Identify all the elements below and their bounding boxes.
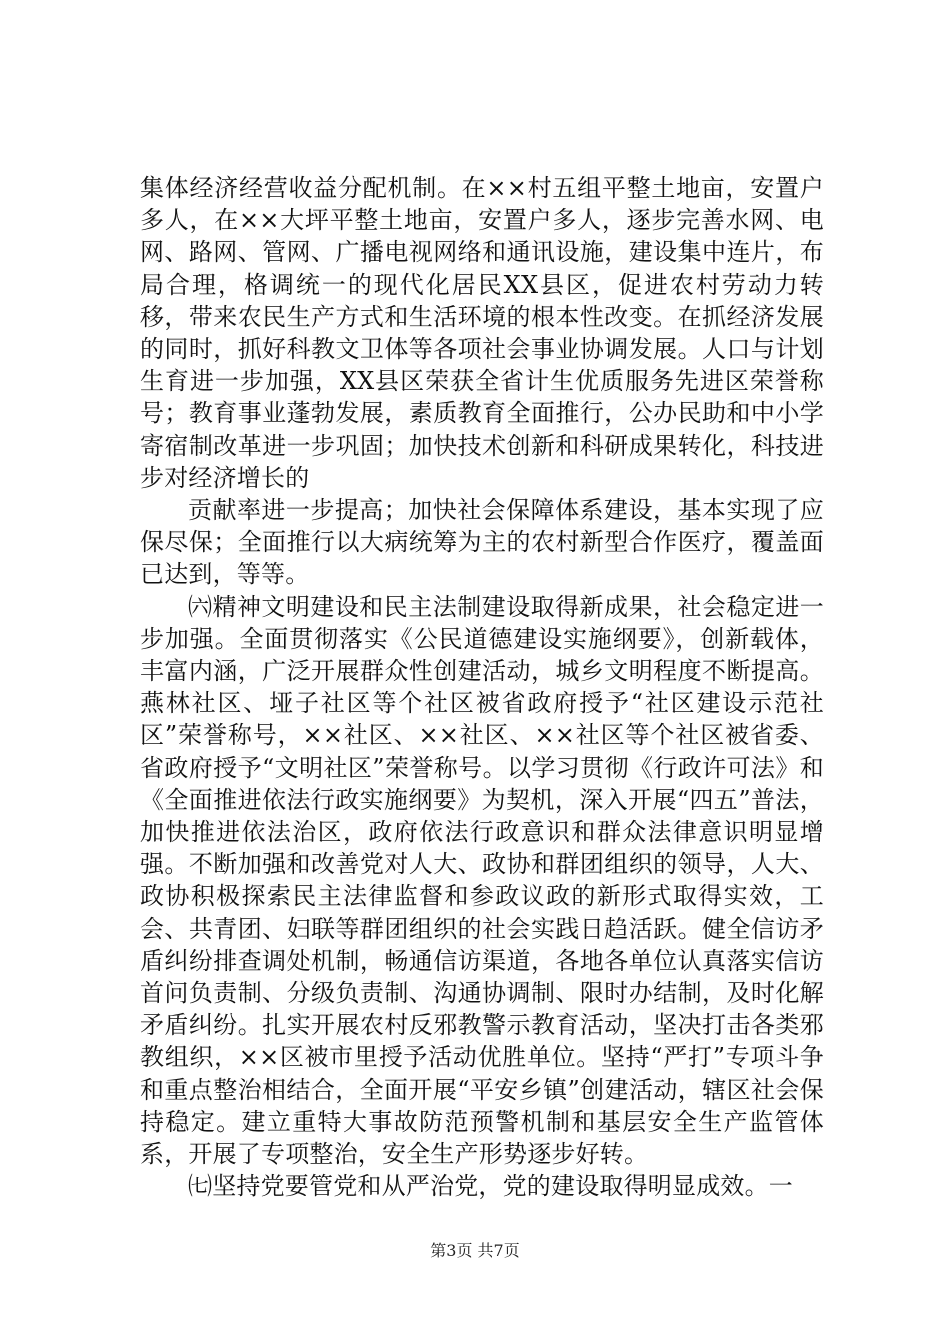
paragraph-2: 贡献率进一步提高；加快社会保障体系建设，基本实现了应保尽保；全面推行以大病统筹为主的农村新型合作医疗，覆盖面已达到，等等。 — [140, 496, 824, 589]
paragraph-3: ㈥精神文明建设和民主法制建设取得新成果，社会稳定进一步加强。全面贯彻落实《公民道德建设实施纲要》，创新载体，丰富内涵，广泛开展群众性创建活动，城乡文明程度不断提高。燕林社区、垭子社区等个社区被省政府授予“社区建设示范社区”荣誉称号，××社区、××社区、××社区等个社区被省委、省政府授予“文明社区”荣誉称号。以学习贯彻《行政许可法》和《全面推进依法行政实施纲要》为契机，深入开展“四五”普法，加快推进依法治区，政府依法行政意识和群众法律意识明显增强。不断加强和改善党对人大、政协和群团组织的领导，人大、政协积极探索民主法律监督和参政议政的新形式取得实效，工会、共青团、妇联等群团组织的社会实践日趋活跃。健全信访矛盾纠纷排查调处机制，畅通信访渠道，各地各单位认真落实信访首问负责制、分级负责制、沟通协调制、限时办结制，及时化解矛盾纠纷。扎实开展农村反邪教警示教育活动，坚决打击各类邪教组织，××区被市里授予活动优胜单位。坚持“严打”专项斗争和重点整治相结合，全面开展“平安乡镇”创建活动，辖区社会保持稳定。建立重特大事故防范预警机制和基层安全生产监管体系，开展了专项整治，安全生产形势逐步好转。 — [140, 592, 824, 1169]
paragraph-1: 集体经济经营收益分配机制。在××村五组平整土地亩，安置户多人，在××大坪平整土地亩，安置户多人，逐步完善水网、电网、路网、管网、广播电视网络和通讯设施，建设集中连片，布局合理，格调统一的现代化居民XX县区，促进农村劳动力转移，带来农民生产方式和生活环境的根本性改变。在抓经济发展的同时，抓好科教文卫体等各项社会事业协调发展。人口与计划生育进一步加强，XX县区荣获全省计生优质服务先进区荣誉称号；教育事业蓬勃发展，素质教育全面推行，公办民助和中小学寄宿制改革进一步巩固；加快技术创新和科研成果转化，科技进步对经济增长的 — [140, 174, 824, 492]
document-body — [140, 172, 824, 1203]
paragraph-4: ㈦坚持党要管党和从严治党，党的建设取得明显成效。一 — [188, 1172, 793, 1201]
page-number-footer: 第3页 共7页 — [430, 1241, 520, 1260]
